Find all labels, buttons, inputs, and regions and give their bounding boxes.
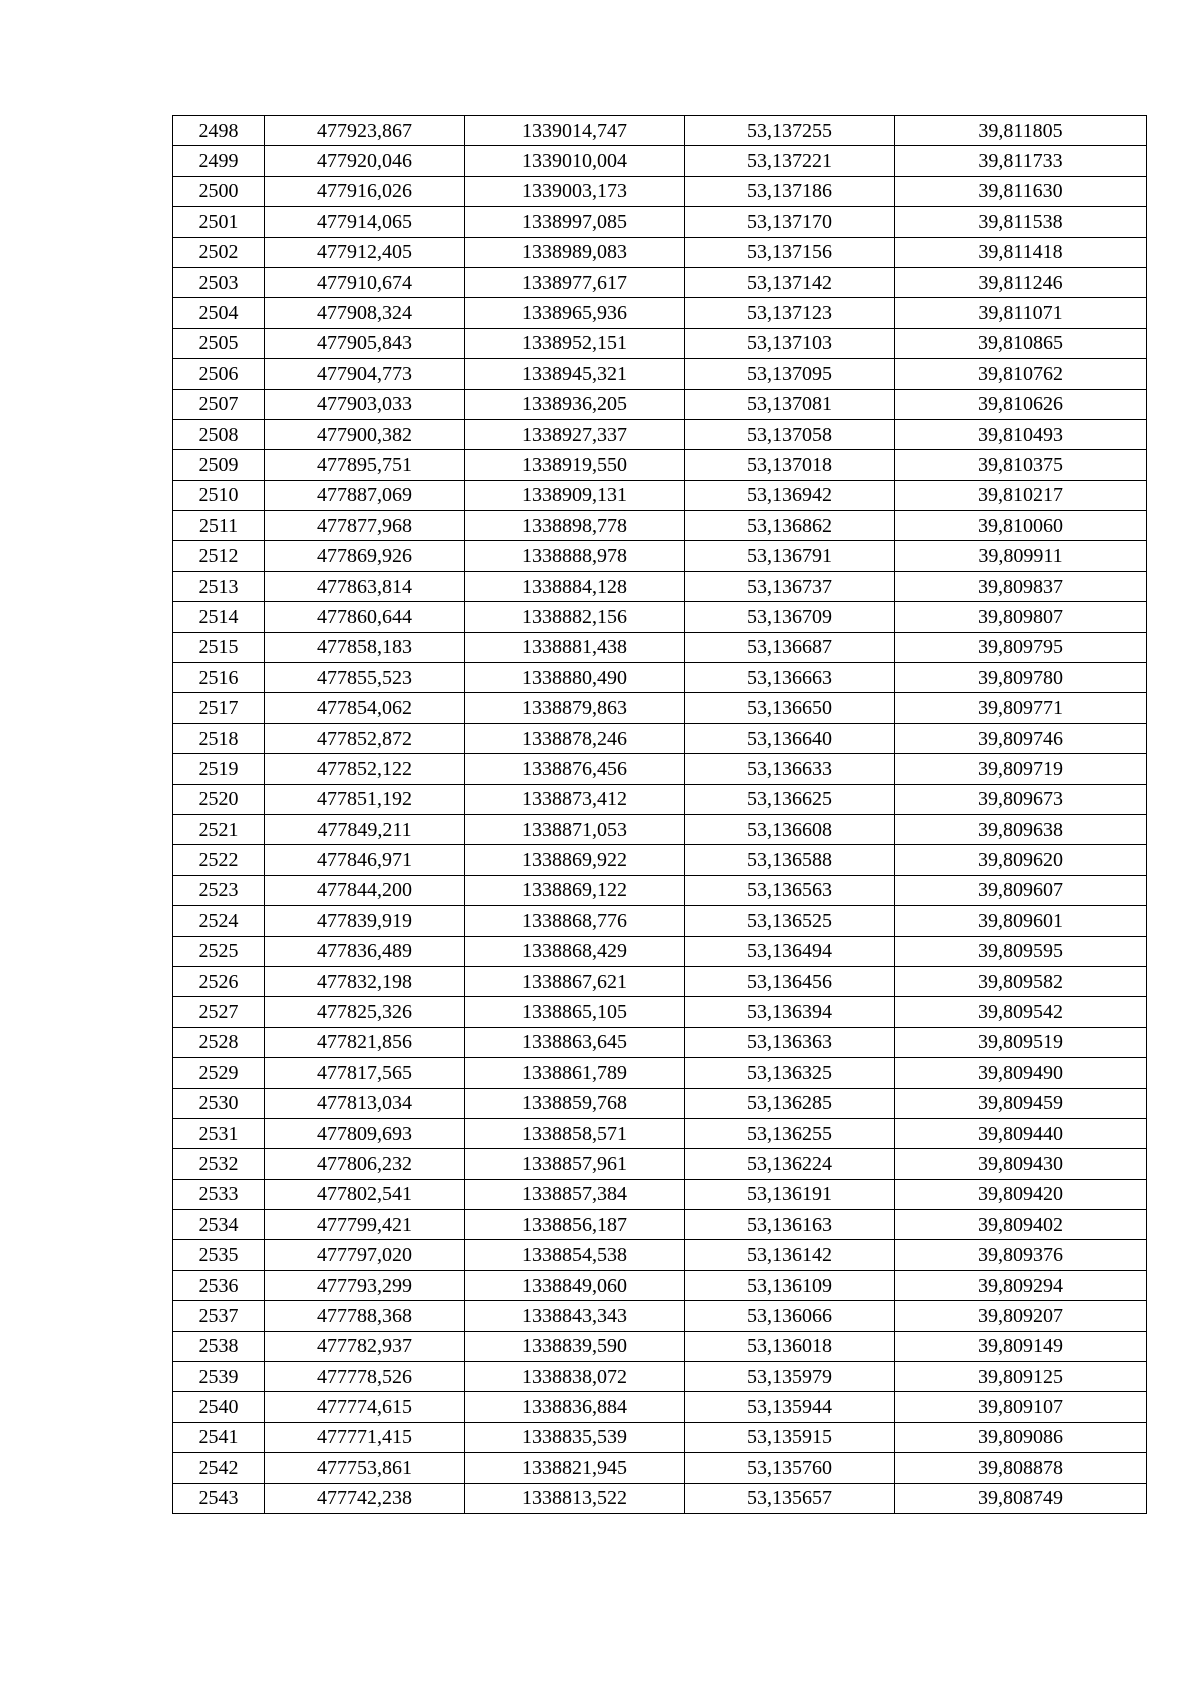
latitude-cell: 53,136255 bbox=[685, 1118, 895, 1148]
x-coordinate-cell: 477855,523 bbox=[265, 663, 465, 693]
latitude-cell: 53,136285 bbox=[685, 1088, 895, 1118]
coordinates-table bbox=[172, 115, 1147, 1514]
y-coordinate-cell: 1338861,789 bbox=[465, 1058, 685, 1088]
y-coordinate-cell: 1338888,978 bbox=[465, 541, 685, 571]
latitude-cell: 53,136325 bbox=[685, 1058, 895, 1088]
table-row bbox=[173, 723, 1147, 753]
point-number-cell: 2524 bbox=[173, 906, 265, 936]
longitude-cell: 39,809519 bbox=[895, 1027, 1147, 1057]
latitude-cell: 53,136363 bbox=[685, 1027, 895, 1057]
latitude-cell: 53,136191 bbox=[685, 1179, 895, 1209]
table-row bbox=[173, 663, 1147, 693]
x-coordinate-cell: 477908,324 bbox=[265, 298, 465, 328]
point-number-cell: 2539 bbox=[173, 1362, 265, 1392]
y-coordinate-cell: 1338838,072 bbox=[465, 1362, 685, 1392]
x-coordinate-cell: 477851,192 bbox=[265, 784, 465, 814]
x-coordinate-cell: 477858,183 bbox=[265, 632, 465, 662]
y-coordinate-cell: 1338839,590 bbox=[465, 1331, 685, 1361]
point-number-cell: 2534 bbox=[173, 1210, 265, 1240]
y-coordinate-cell: 1338989,083 bbox=[465, 237, 685, 267]
longitude-cell: 39,810217 bbox=[895, 480, 1147, 510]
longitude-cell: 39,811418 bbox=[895, 237, 1147, 267]
table-row bbox=[173, 237, 1147, 267]
latitude-cell: 53,136588 bbox=[685, 845, 895, 875]
longitude-cell: 39,809542 bbox=[895, 997, 1147, 1027]
table-row bbox=[173, 571, 1147, 601]
y-coordinate-cell: 1338859,768 bbox=[465, 1088, 685, 1118]
point-number-cell: 2498 bbox=[173, 116, 265, 146]
table-row bbox=[173, 1088, 1147, 1118]
x-coordinate-cell: 477854,062 bbox=[265, 693, 465, 723]
point-number-cell: 2516 bbox=[173, 663, 265, 693]
x-coordinate-cell: 477900,382 bbox=[265, 419, 465, 449]
longitude-cell: 39,809294 bbox=[895, 1270, 1147, 1300]
longitude-cell: 39,809911 bbox=[895, 541, 1147, 571]
x-coordinate-cell: 477887,069 bbox=[265, 480, 465, 510]
point-number-cell: 2519 bbox=[173, 754, 265, 784]
latitude-cell: 53,136633 bbox=[685, 754, 895, 784]
table-row bbox=[173, 298, 1147, 328]
longitude-cell: 39,811805 bbox=[895, 116, 1147, 146]
point-number-cell: 2537 bbox=[173, 1301, 265, 1331]
latitude-cell: 53,137170 bbox=[685, 207, 895, 237]
y-coordinate-cell: 1339010,004 bbox=[465, 146, 685, 176]
y-coordinate-cell: 1338898,778 bbox=[465, 511, 685, 541]
x-coordinate-cell: 477793,299 bbox=[265, 1270, 465, 1300]
latitude-cell: 53,136525 bbox=[685, 906, 895, 936]
point-number-cell: 2523 bbox=[173, 875, 265, 905]
y-coordinate-cell: 1338857,961 bbox=[465, 1149, 685, 1179]
longitude-cell: 39,809086 bbox=[895, 1422, 1147, 1452]
longitude-cell: 39,809595 bbox=[895, 936, 1147, 966]
latitude-cell: 53,136663 bbox=[685, 663, 895, 693]
latitude-cell: 53,135979 bbox=[685, 1362, 895, 1392]
table-row bbox=[173, 1118, 1147, 1148]
x-coordinate-cell: 477869,926 bbox=[265, 541, 465, 571]
longitude-cell: 39,809107 bbox=[895, 1392, 1147, 1422]
table-row bbox=[173, 328, 1147, 358]
latitude-cell: 53,136625 bbox=[685, 784, 895, 814]
y-coordinate-cell: 1338927,337 bbox=[465, 419, 685, 449]
y-coordinate-cell: 1338868,429 bbox=[465, 936, 685, 966]
point-number-cell: 2543 bbox=[173, 1483, 265, 1513]
table-row bbox=[173, 1270, 1147, 1300]
latitude-cell: 53,136066 bbox=[685, 1301, 895, 1331]
y-coordinate-cell: 1339014,747 bbox=[465, 116, 685, 146]
y-coordinate-cell: 1338878,246 bbox=[465, 723, 685, 753]
table-row bbox=[173, 1027, 1147, 1057]
longitude-cell: 39,809376 bbox=[895, 1240, 1147, 1270]
point-number-cell: 2503 bbox=[173, 267, 265, 297]
x-coordinate-cell: 477778,526 bbox=[265, 1362, 465, 1392]
table-row bbox=[173, 693, 1147, 723]
point-number-cell: 2511 bbox=[173, 511, 265, 541]
point-number-cell: 2501 bbox=[173, 207, 265, 237]
latitude-cell: 53,136709 bbox=[685, 602, 895, 632]
table-row bbox=[173, 1422, 1147, 1452]
latitude-cell: 53,137123 bbox=[685, 298, 895, 328]
latitude-cell: 53,136394 bbox=[685, 997, 895, 1027]
longitude-cell: 39,809420 bbox=[895, 1179, 1147, 1209]
x-coordinate-cell: 477849,211 bbox=[265, 814, 465, 844]
y-coordinate-cell: 1338873,412 bbox=[465, 784, 685, 814]
y-coordinate-cell: 1338952,151 bbox=[465, 328, 685, 358]
latitude-cell: 53,135657 bbox=[685, 1483, 895, 1513]
latitude-cell: 53,136456 bbox=[685, 966, 895, 996]
x-coordinate-cell: 477914,065 bbox=[265, 207, 465, 237]
point-number-cell: 2515 bbox=[173, 632, 265, 662]
table-row bbox=[173, 480, 1147, 510]
longitude-cell: 39,809746 bbox=[895, 723, 1147, 753]
point-number-cell: 2532 bbox=[173, 1149, 265, 1179]
x-coordinate-cell: 477782,937 bbox=[265, 1331, 465, 1361]
point-number-cell: 2505 bbox=[173, 328, 265, 358]
y-coordinate-cell: 1338879,863 bbox=[465, 693, 685, 723]
longitude-cell: 39,809771 bbox=[895, 693, 1147, 723]
table-row bbox=[173, 936, 1147, 966]
longitude-cell: 39,808878 bbox=[895, 1453, 1147, 1483]
longitude-cell: 39,808749 bbox=[895, 1483, 1147, 1513]
x-coordinate-cell: 477825,326 bbox=[265, 997, 465, 1027]
y-coordinate-cell: 1338965,936 bbox=[465, 298, 685, 328]
point-number-cell: 2500 bbox=[173, 176, 265, 206]
latitude-cell: 53,137095 bbox=[685, 359, 895, 389]
longitude-cell: 39,809638 bbox=[895, 814, 1147, 844]
table-row bbox=[173, 875, 1147, 905]
point-number-cell: 2502 bbox=[173, 237, 265, 267]
latitude-cell: 53,136563 bbox=[685, 875, 895, 905]
x-coordinate-cell: 477904,773 bbox=[265, 359, 465, 389]
longitude-cell: 39,810626 bbox=[895, 389, 1147, 419]
point-number-cell: 2520 bbox=[173, 784, 265, 814]
table-row bbox=[173, 1453, 1147, 1483]
point-number-cell: 2509 bbox=[173, 450, 265, 480]
latitude-cell: 53,136942 bbox=[685, 480, 895, 510]
table-row bbox=[173, 814, 1147, 844]
x-coordinate-cell: 477912,405 bbox=[265, 237, 465, 267]
latitude-cell: 53,135944 bbox=[685, 1392, 895, 1422]
y-coordinate-cell: 1338857,384 bbox=[465, 1179, 685, 1209]
point-number-cell: 2518 bbox=[173, 723, 265, 753]
table-row bbox=[173, 207, 1147, 237]
table-row bbox=[173, 1058, 1147, 1088]
table-row bbox=[173, 116, 1147, 146]
latitude-cell: 53,136224 bbox=[685, 1149, 895, 1179]
x-coordinate-cell: 477802,541 bbox=[265, 1179, 465, 1209]
x-coordinate-cell: 477910,674 bbox=[265, 267, 465, 297]
x-coordinate-cell: 477774,615 bbox=[265, 1392, 465, 1422]
x-coordinate-cell: 477813,034 bbox=[265, 1088, 465, 1118]
y-coordinate-cell: 1338835,539 bbox=[465, 1422, 685, 1452]
point-number-cell: 2499 bbox=[173, 146, 265, 176]
longitude-cell: 39,811630 bbox=[895, 176, 1147, 206]
table-row bbox=[173, 389, 1147, 419]
latitude-cell: 53,136018 bbox=[685, 1331, 895, 1361]
latitude-cell: 53,136163 bbox=[685, 1210, 895, 1240]
table-row bbox=[173, 1392, 1147, 1422]
longitude-cell: 39,809620 bbox=[895, 845, 1147, 875]
table-row bbox=[173, 845, 1147, 875]
latitude-cell: 53,137081 bbox=[685, 389, 895, 419]
x-coordinate-cell: 477844,200 bbox=[265, 875, 465, 905]
point-number-cell: 2504 bbox=[173, 298, 265, 328]
y-coordinate-cell: 1338936,205 bbox=[465, 389, 685, 419]
longitude-cell: 39,810060 bbox=[895, 511, 1147, 541]
latitude-cell: 53,136791 bbox=[685, 541, 895, 571]
latitude-cell: 53,136687 bbox=[685, 632, 895, 662]
y-coordinate-cell: 1338881,438 bbox=[465, 632, 685, 662]
longitude-cell: 39,809780 bbox=[895, 663, 1147, 693]
latitude-cell: 53,137058 bbox=[685, 419, 895, 449]
x-coordinate-cell: 477839,919 bbox=[265, 906, 465, 936]
y-coordinate-cell: 1338843,343 bbox=[465, 1301, 685, 1331]
y-coordinate-cell: 1338884,128 bbox=[465, 571, 685, 601]
x-coordinate-cell: 477832,198 bbox=[265, 966, 465, 996]
longitude-cell: 39,810762 bbox=[895, 359, 1147, 389]
table-row bbox=[173, 754, 1147, 784]
y-coordinate-cell: 1338997,085 bbox=[465, 207, 685, 237]
table-row bbox=[173, 359, 1147, 389]
point-number-cell: 2517 bbox=[173, 693, 265, 723]
y-coordinate-cell: 1338868,776 bbox=[465, 906, 685, 936]
longitude-cell: 39,809795 bbox=[895, 632, 1147, 662]
point-number-cell: 2522 bbox=[173, 845, 265, 875]
latitude-cell: 53,137221 bbox=[685, 146, 895, 176]
longitude-cell: 39,809719 bbox=[895, 754, 1147, 784]
latitude-cell: 53,136640 bbox=[685, 723, 895, 753]
table-row bbox=[173, 906, 1147, 936]
table-row bbox=[173, 450, 1147, 480]
x-coordinate-cell: 477821,856 bbox=[265, 1027, 465, 1057]
x-coordinate-cell: 477836,489 bbox=[265, 936, 465, 966]
table-row bbox=[173, 784, 1147, 814]
longitude-cell: 39,811733 bbox=[895, 146, 1147, 176]
x-coordinate-cell: 477923,867 bbox=[265, 116, 465, 146]
y-coordinate-cell: 1338863,645 bbox=[465, 1027, 685, 1057]
y-coordinate-cell: 1338856,187 bbox=[465, 1210, 685, 1240]
longitude-cell: 39,811246 bbox=[895, 267, 1147, 297]
longitude-cell: 39,810493 bbox=[895, 419, 1147, 449]
y-coordinate-cell: 1339003,173 bbox=[465, 176, 685, 206]
y-coordinate-cell: 1338813,522 bbox=[465, 1483, 685, 1513]
latitude-cell: 53,136142 bbox=[685, 1240, 895, 1270]
latitude-cell: 53,136109 bbox=[685, 1270, 895, 1300]
table-row bbox=[173, 267, 1147, 297]
longitude-cell: 39,809607 bbox=[895, 875, 1147, 905]
x-coordinate-cell: 477920,046 bbox=[265, 146, 465, 176]
x-coordinate-cell: 477905,843 bbox=[265, 328, 465, 358]
table-row bbox=[173, 966, 1147, 996]
latitude-cell: 53,136608 bbox=[685, 814, 895, 844]
table-row bbox=[173, 1240, 1147, 1270]
longitude-cell: 39,810865 bbox=[895, 328, 1147, 358]
latitude-cell: 53,135915 bbox=[685, 1422, 895, 1452]
longitude-cell: 39,809207 bbox=[895, 1301, 1147, 1331]
y-coordinate-cell: 1338865,105 bbox=[465, 997, 685, 1027]
latitude-cell: 53,136737 bbox=[685, 571, 895, 601]
coordinates-table-body bbox=[173, 116, 1147, 1514]
table-row bbox=[173, 1210, 1147, 1240]
latitude-cell: 53,136494 bbox=[685, 936, 895, 966]
latitude-cell: 53,135760 bbox=[685, 1453, 895, 1483]
table-row bbox=[173, 146, 1147, 176]
point-number-cell: 2533 bbox=[173, 1179, 265, 1209]
latitude-cell: 53,137255 bbox=[685, 116, 895, 146]
y-coordinate-cell: 1338836,884 bbox=[465, 1392, 685, 1422]
y-coordinate-cell: 1338977,617 bbox=[465, 267, 685, 297]
y-coordinate-cell: 1338854,538 bbox=[465, 1240, 685, 1270]
longitude-cell: 39,809459 bbox=[895, 1088, 1147, 1118]
y-coordinate-cell: 1338867,621 bbox=[465, 966, 685, 996]
table-row bbox=[173, 1483, 1147, 1513]
y-coordinate-cell: 1338821,945 bbox=[465, 1453, 685, 1483]
x-coordinate-cell: 477817,565 bbox=[265, 1058, 465, 1088]
point-number-cell: 2512 bbox=[173, 541, 265, 571]
x-coordinate-cell: 477788,368 bbox=[265, 1301, 465, 1331]
y-coordinate-cell: 1338909,131 bbox=[465, 480, 685, 510]
latitude-cell: 53,136650 bbox=[685, 693, 895, 723]
x-coordinate-cell: 477903,033 bbox=[265, 389, 465, 419]
longitude-cell: 39,811071 bbox=[895, 298, 1147, 328]
x-coordinate-cell: 477799,421 bbox=[265, 1210, 465, 1240]
table-row bbox=[173, 419, 1147, 449]
latitude-cell: 53,137103 bbox=[685, 328, 895, 358]
x-coordinate-cell: 477895,751 bbox=[265, 450, 465, 480]
point-number-cell: 2542 bbox=[173, 1453, 265, 1483]
point-number-cell: 2531 bbox=[173, 1118, 265, 1148]
table-row bbox=[173, 1301, 1147, 1331]
longitude-cell: 39,809807 bbox=[895, 602, 1147, 632]
y-coordinate-cell: 1338880,490 bbox=[465, 663, 685, 693]
longitude-cell: 39,809440 bbox=[895, 1118, 1147, 1148]
point-number-cell: 2529 bbox=[173, 1058, 265, 1088]
x-coordinate-cell: 477809,693 bbox=[265, 1118, 465, 1148]
point-number-cell: 2507 bbox=[173, 389, 265, 419]
table-row bbox=[173, 632, 1147, 662]
y-coordinate-cell: 1338876,456 bbox=[465, 754, 685, 784]
y-coordinate-cell: 1338869,922 bbox=[465, 845, 685, 875]
table-row bbox=[173, 511, 1147, 541]
latitude-cell: 53,137018 bbox=[685, 450, 895, 480]
longitude-cell: 39,809837 bbox=[895, 571, 1147, 601]
table-row bbox=[173, 541, 1147, 571]
table-row bbox=[173, 1179, 1147, 1209]
y-coordinate-cell: 1338919,550 bbox=[465, 450, 685, 480]
point-number-cell: 2525 bbox=[173, 936, 265, 966]
longitude-cell: 39,809673 bbox=[895, 784, 1147, 814]
table-row bbox=[173, 1331, 1147, 1361]
point-number-cell: 2530 bbox=[173, 1088, 265, 1118]
longitude-cell: 39,809125 bbox=[895, 1362, 1147, 1392]
point-number-cell: 2538 bbox=[173, 1331, 265, 1361]
table-row bbox=[173, 1149, 1147, 1179]
x-coordinate-cell: 477753,861 bbox=[265, 1453, 465, 1483]
x-coordinate-cell: 477771,415 bbox=[265, 1422, 465, 1452]
longitude-cell: 39,810375 bbox=[895, 450, 1147, 480]
point-number-cell: 2508 bbox=[173, 419, 265, 449]
x-coordinate-cell: 477863,814 bbox=[265, 571, 465, 601]
x-coordinate-cell: 477860,644 bbox=[265, 602, 465, 632]
latitude-cell: 53,136862 bbox=[685, 511, 895, 541]
y-coordinate-cell: 1338869,122 bbox=[465, 875, 685, 905]
latitude-cell: 53,137142 bbox=[685, 267, 895, 297]
table-row bbox=[173, 602, 1147, 632]
longitude-cell: 39,809430 bbox=[895, 1149, 1147, 1179]
point-number-cell: 2536 bbox=[173, 1270, 265, 1300]
point-number-cell: 2527 bbox=[173, 997, 265, 1027]
point-number-cell: 2526 bbox=[173, 966, 265, 996]
y-coordinate-cell: 1338871,053 bbox=[465, 814, 685, 844]
x-coordinate-cell: 477806,232 bbox=[265, 1149, 465, 1179]
point-number-cell: 2521 bbox=[173, 814, 265, 844]
point-number-cell: 2528 bbox=[173, 1027, 265, 1057]
longitude-cell: 39,809601 bbox=[895, 906, 1147, 936]
x-coordinate-cell: 477742,238 bbox=[265, 1483, 465, 1513]
point-number-cell: 2541 bbox=[173, 1422, 265, 1452]
longitude-cell: 39,809402 bbox=[895, 1210, 1147, 1240]
point-number-cell: 2514 bbox=[173, 602, 265, 632]
longitude-cell: 39,811538 bbox=[895, 207, 1147, 237]
x-coordinate-cell: 477846,971 bbox=[265, 845, 465, 875]
longitude-cell: 39,809149 bbox=[895, 1331, 1147, 1361]
y-coordinate-cell: 1338882,156 bbox=[465, 602, 685, 632]
point-number-cell: 2513 bbox=[173, 571, 265, 601]
y-coordinate-cell: 1338849,060 bbox=[465, 1270, 685, 1300]
point-number-cell: 2506 bbox=[173, 359, 265, 389]
x-coordinate-cell: 477797,020 bbox=[265, 1240, 465, 1270]
y-coordinate-cell: 1338945,321 bbox=[465, 359, 685, 389]
table-row bbox=[173, 997, 1147, 1027]
longitude-cell: 39,809582 bbox=[895, 966, 1147, 996]
point-number-cell: 2540 bbox=[173, 1392, 265, 1422]
point-number-cell: 2535 bbox=[173, 1240, 265, 1270]
x-coordinate-cell: 477877,968 bbox=[265, 511, 465, 541]
table-row bbox=[173, 1362, 1147, 1392]
x-coordinate-cell: 477852,872 bbox=[265, 723, 465, 753]
latitude-cell: 53,137156 bbox=[685, 237, 895, 267]
y-coordinate-cell: 1338858,571 bbox=[465, 1118, 685, 1148]
table-row bbox=[173, 176, 1147, 206]
longitude-cell: 39,809490 bbox=[895, 1058, 1147, 1088]
latitude-cell: 53,137186 bbox=[685, 176, 895, 206]
x-coordinate-cell: 477852,122 bbox=[265, 754, 465, 784]
point-number-cell: 2510 bbox=[173, 480, 265, 510]
x-coordinate-cell: 477916,026 bbox=[265, 176, 465, 206]
